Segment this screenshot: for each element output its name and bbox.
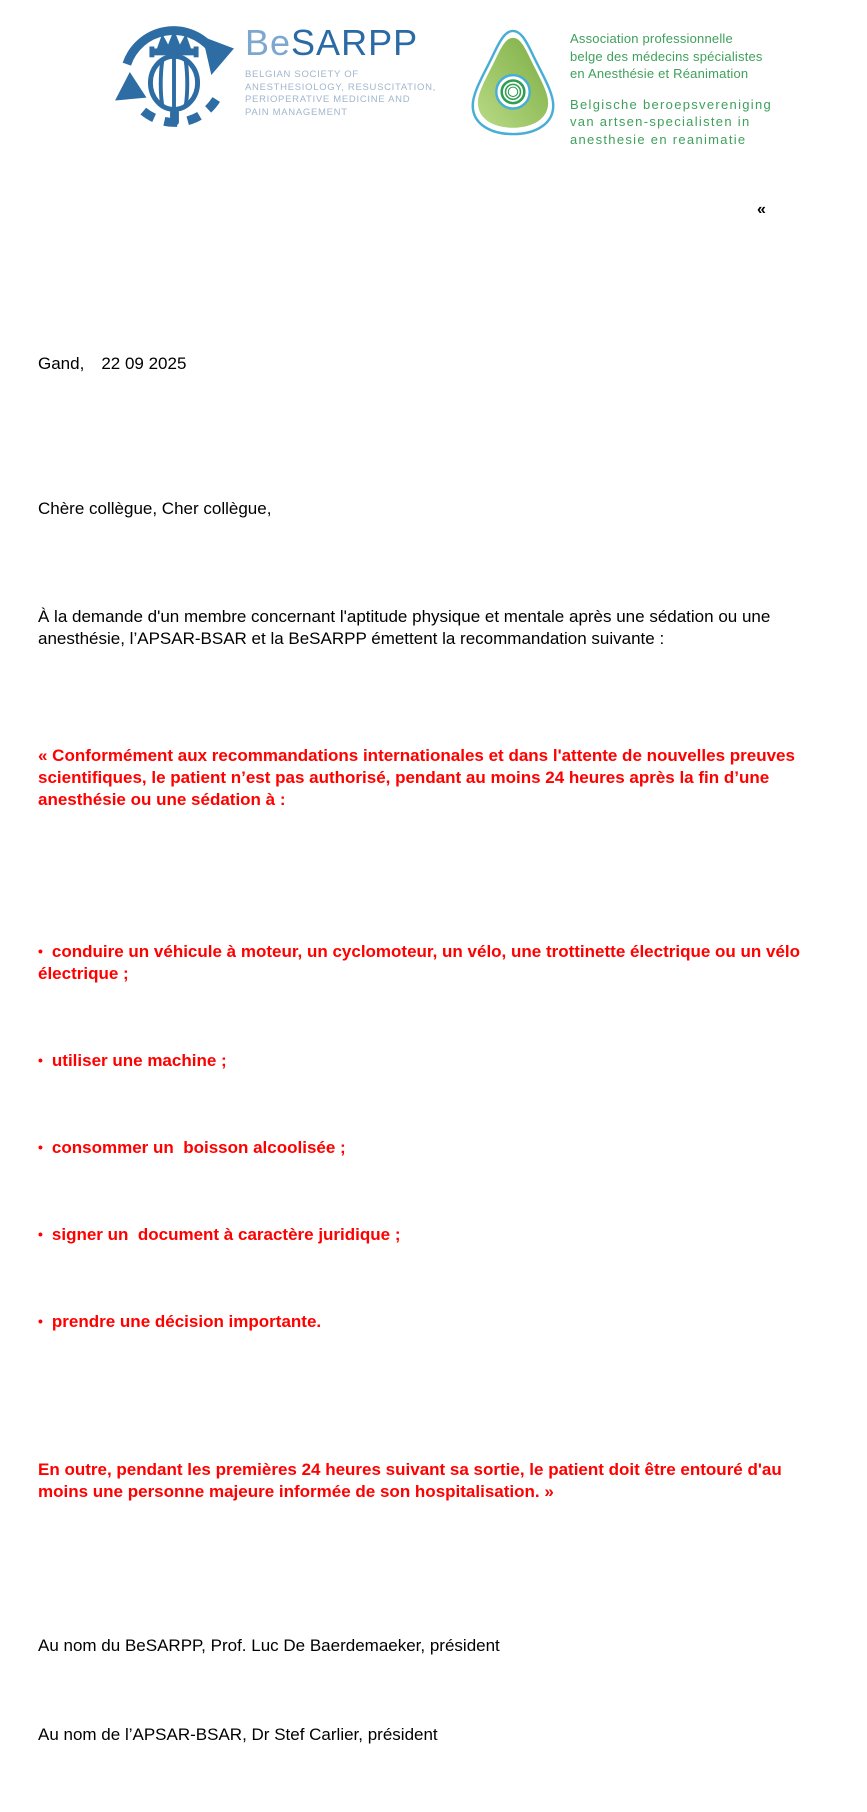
list-item — [38, 1223, 834, 1246]
list-item-text: signer un document à caractère juridique ; — [51, 1225, 401, 1244]
besarpp-wordmark — [245, 24, 436, 62]
besarpp-subtitle-line: BELGIAN SOCIETY OF — [245, 69, 359, 80]
list-item-text: prendre une décision importante. — [51, 1312, 322, 1331]
list-item — [38, 1310, 834, 1333]
date-value: 22 09 2025 — [101, 354, 187, 373]
bullet-icon: • — [38, 1139, 43, 1155]
besarpp-subtitle-line: ANESTHESIOLOGY, RESUSCITATION, — [245, 81, 436, 93]
besarpp-logo — [113, 18, 436, 130]
bullet-icon: • — [38, 943, 43, 959]
besarpp-text — [245, 18, 436, 130]
besarpp-wordmark-sarpp: SARPP — [291, 22, 419, 63]
list-item-text: consommer un boisson alcoolisée ; — [51, 1138, 346, 1157]
apsar-text — [570, 24, 772, 148]
apsar-nl-line: van artsen-specialisten in — [570, 114, 751, 129]
list-item-text: utiliser une machine ; — [51, 1051, 227, 1070]
recommendation-paragraph: « Conformément aux recommandations internationales et dans l'attente de nouvelles preuves scientifiques, le patient n’est pas authorisé, pendant au moins 24 heures après la fin d’une anesthésie ou une sédation à : — [38, 746, 800, 809]
closing-paragraph: En outre, pendant les premières 24 heures suivant sa sortie, le patient doit être entouré d'au moins une personne majeure informée de son hospitalisation. » — [38, 1460, 787, 1501]
list-item — [38, 1136, 834, 1159]
intro-paragraph: À la demande d'un membre concernant l'aptitude physique et mentale après une sédation ou une anesthésie, l’APSAR-BSAR et la BeSARPP émettent la recommandation suivante : — [38, 607, 776, 648]
apsar-fr-line: belge des médecins spécialistes — [570, 48, 763, 64]
besarpp-poppy-icon — [113, 18, 235, 130]
signature-apsar: Au nom de l’APSAR-BSAR, Dr Stef Carlier, président — [38, 1725, 438, 1744]
list-item-text: conduire un véhicule à moteur, un cyclomoteur, un vélo, une trottinette électrique ou un vélo électrique ; — [38, 942, 805, 983]
salutation: Chère collègue, Cher collègue, — [38, 499, 272, 518]
besarpp-subtitle-line: PERIOPERATIVE MEDICINE AND — [245, 94, 411, 105]
date-line — [38, 353, 834, 375]
apsar-logo — [458, 24, 772, 148]
besarpp-subtitle — [245, 69, 436, 119]
apsar-fr-line: Association professionnelle — [570, 31, 733, 46]
apsar-mask-icon — [458, 24, 568, 140]
bullet-icon: • — [38, 1313, 43, 1329]
letter-body — [38, 287, 834, 1812]
apsar-nl-line: Belgische beroepsvereniging — [570, 96, 773, 112]
apsar-fr-line: en Anesthésie et Réanimation — [570, 66, 749, 81]
apsar-text-fr — [570, 30, 772, 83]
signature-besarpp: Au nom du BeSARPP, Prof. Luc De Baerdemaeker, président — [38, 1636, 500, 1655]
bullet-icon: • — [38, 1226, 43, 1242]
list-item — [38, 1049, 834, 1072]
list-item — [38, 940, 834, 985]
place-label: Gand, — [38, 354, 85, 373]
stray-guillemet: « — [757, 201, 766, 218]
besarpp-subtitle-line: PAIN MANAGEMENT — [245, 106, 348, 118]
bullet-icon: • — [38, 1052, 43, 1068]
apsar-nl-line: anesthesie en reanimatie — [570, 131, 747, 147]
besarpp-wordmark-be: Be — [245, 22, 292, 63]
recommendation-list — [38, 877, 834, 1377]
apsar-text-nl — [570, 96, 772, 149]
letterhead — [0, 16, 867, 146]
